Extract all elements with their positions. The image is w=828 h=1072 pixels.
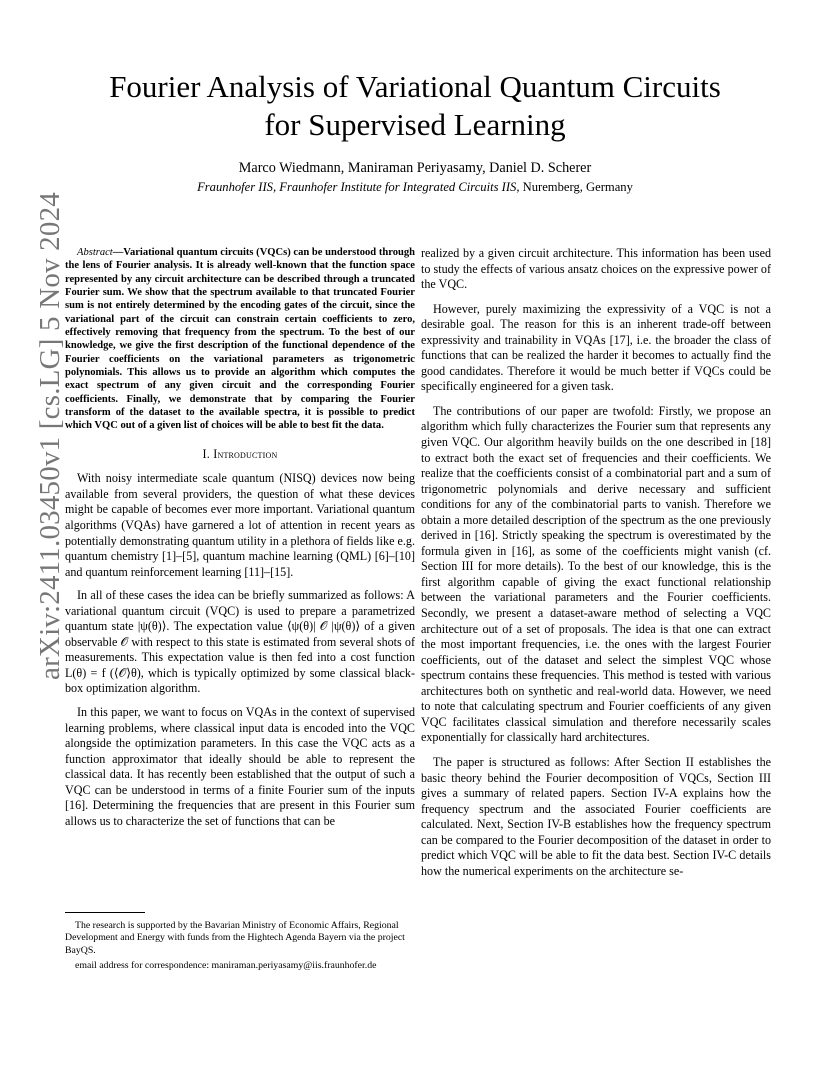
intro-paragraph-2: In all of these cases the idea can be briefly summarized as follows: A variational quantum circuit (VQC) is used to prepare a parametrized quantum state |ψ(θ)⟩. The expectation value ⟨ψ(θ)| 𝒪 |ψ(θ)⟩ of a given observable 𝒪 with respect to this state is estimated from several shots of measurements. This expectation value is then fed into a cost function L(θ) = f (⟨𝒪⟩θ), which is typically optimized by some classical black-box optimization algorithm. <box>65 588 415 696</box>
abstract-label: Abstract <box>77 247 113 258</box>
footnote-email: email address for correspondence: maniraman.periyasamy@iis.fraunhofer.de <box>75 960 377 972</box>
affiliation <box>70 180 760 195</box>
left-column <box>65 246 415 829</box>
section-heading-introduction <box>65 447 415 463</box>
section-title: Introduction <box>213 446 278 461</box>
paper-title <box>70 68 760 144</box>
footnote-funding: The research is supported by the Bavarian Ministry of Economic Affairs, Regional Development and Energy with funds from the Hightech Agenda Bayern via the project BayQS. <box>65 920 405 956</box>
intro-paragraph-6: The paper is structured as follows: After Section II establishes the basic theory behind the Fourier decomposition of VQCs, Section III gives a summary of related papers. Section IV-A explains how the frequency spectrum and the associated Fourier coefficients are calculated. Next, Section IV-B establishes how the frequency spectrum can be compared to the Fourier decomposition of the dataset in order to predict which VQC will be able to fit the data best. Section IV-C details how the numerical experiments on the architecture se- <box>421 754 771 878</box>
title-line-1: Fourier Analysis of Variational Quantum Circuits <box>109 69 721 104</box>
arxiv-watermark: arXiv:2411.03450v1 [cs.LG] 5 Nov 2024 <box>34 192 66 680</box>
author-list: Marco Wiedmann, Maniraman Periyasamy, Daniel D. Scherer <box>238 160 592 176</box>
footnotes <box>65 920 415 973</box>
intro-paragraph-3: In this paper, we want to focus on VQAs in the context of supervised learning problems, where classical input data is encoded into the VQC alongside the optimization parameters. In this case the VQC acts as a function approximator that ideally should be able to represent the classical data. It has recently been established that the output of such a VQC can be understood in terms of a finite Fourier sum of the inputs [16]. Determining the frequencies that are present in this Fourier sum allows us to characterize the set of functions that can be <box>65 705 415 828</box>
intro-paragraph-5: The contributions of our paper are twofold: Firstly, we propose an algorithm which fully characterizes the Fourier sum that represents any given VQC. Our algorithm heavily builds on the one described in [18] to extract both the exact set of frequencies and their coefficients. We realize that the coefficients consist of a combinatorial part and a sum of trigonometric polynomials and derive necessary and sufficient conditions for any of the combinatorial parts to vanish. Therefore we obtain a more detailed description of the spectrum as the one previously derived in [16]. Strictly speaking the spectrum is overestimated by the formula given in [16], as some of the coefficients might vanish (cf. Section III for more details). To the best of our knowledge, this is the first algorithm capable of giving the exact functional relationship between the variational parameters and the Fourier coefficients. Secondly, we present a dataset-aware method of selecting a VQC architecture out of a set of proposals. The idea is that one can extract the most important frequencies, i.e. the ones with the largest Fourier coefficients, out of the dataset and select the simplest VQC whose spectrum contains these frequencies. This method is tested with various architectures both on synthetic and real-world data. However, we need to note that calculating spectrum and Fourier coefficients of any given VQC facilitates classical simulation and therefore necessarily scales exponentially for classically hard architectures. <box>421 403 771 745</box>
title-line-2: for Supervised Learning <box>264 107 566 142</box>
abstract-dash: — <box>112 247 124 258</box>
affiliation-location: Nuremberg, Germany <box>519 180 633 194</box>
footnote-divider <box>65 912 145 913</box>
abstract <box>65 246 415 433</box>
abstract-text: Variational quantum circuits (VQCs) can be understood through the lens of Fourier analysis. It is already well-known that the function space represented by any circuit architecture can be described through a truncated Fourier sum. We show that the spectrum available to that truncated Fourier sum is not entirely determined by the encoding gates of the circuit, since the variational part of the circuit can constrain certain coefficients to zero, effectively removing that frequency from the spectrum. To the best of our knowledge, we give the first description of the functional dependence of the Fourier coefficients on the variational parameters as trigonometric polynomials. This allows us to provide an algorithm which computes the exact spectrum of any given circuit and the corresponding Fourier coefficients. Finally, we demonstrate that by comparing the Fourier transform of the dataset to the available spectra, it is possible to predict which VQC out of a given list of choices will be able to best fit the data. <box>65 247 415 432</box>
right-column <box>421 246 771 888</box>
intro-paragraph-continued: realized by a given circuit architecture. This information has been used to study the effects of various ansatz choices on the expressive power of the VQC. <box>421 246 771 292</box>
intro-paragraph-1: With noisy intermediate scale quantum (NISQ) devices now being available from several providers, the question of what these devices might be capable of becomes ever more important. Variational quantum algorithms (VQAs) have garnered a lot of attention in recent years as potentially demonstrating quantum utility in a plethora of fields like e.g. quantum chemistry [1]–[5], quantum machine learning (QML) [6]–[10] and quantum reinforcement learning [11]–[15]. <box>65 471 415 579</box>
intro-paragraph-4: However, purely maximizing the expressivity of a VQC is not a desirable goal. The reason for this is an inherent trade-off between expressivity and trainability in VQAs [17], i.e. the broader the class of functions that can be realized the harder it becomes to actually find the good candidates. Therefore it would be much better if VQCs could be specifically engineered for a given task. <box>421 301 771 394</box>
affiliation-institute: Fraunhofer IIS, Fraunhofer Institute for Integrated Circuits IIS, <box>197 180 520 194</box>
section-numeral: I. <box>202 446 214 461</box>
